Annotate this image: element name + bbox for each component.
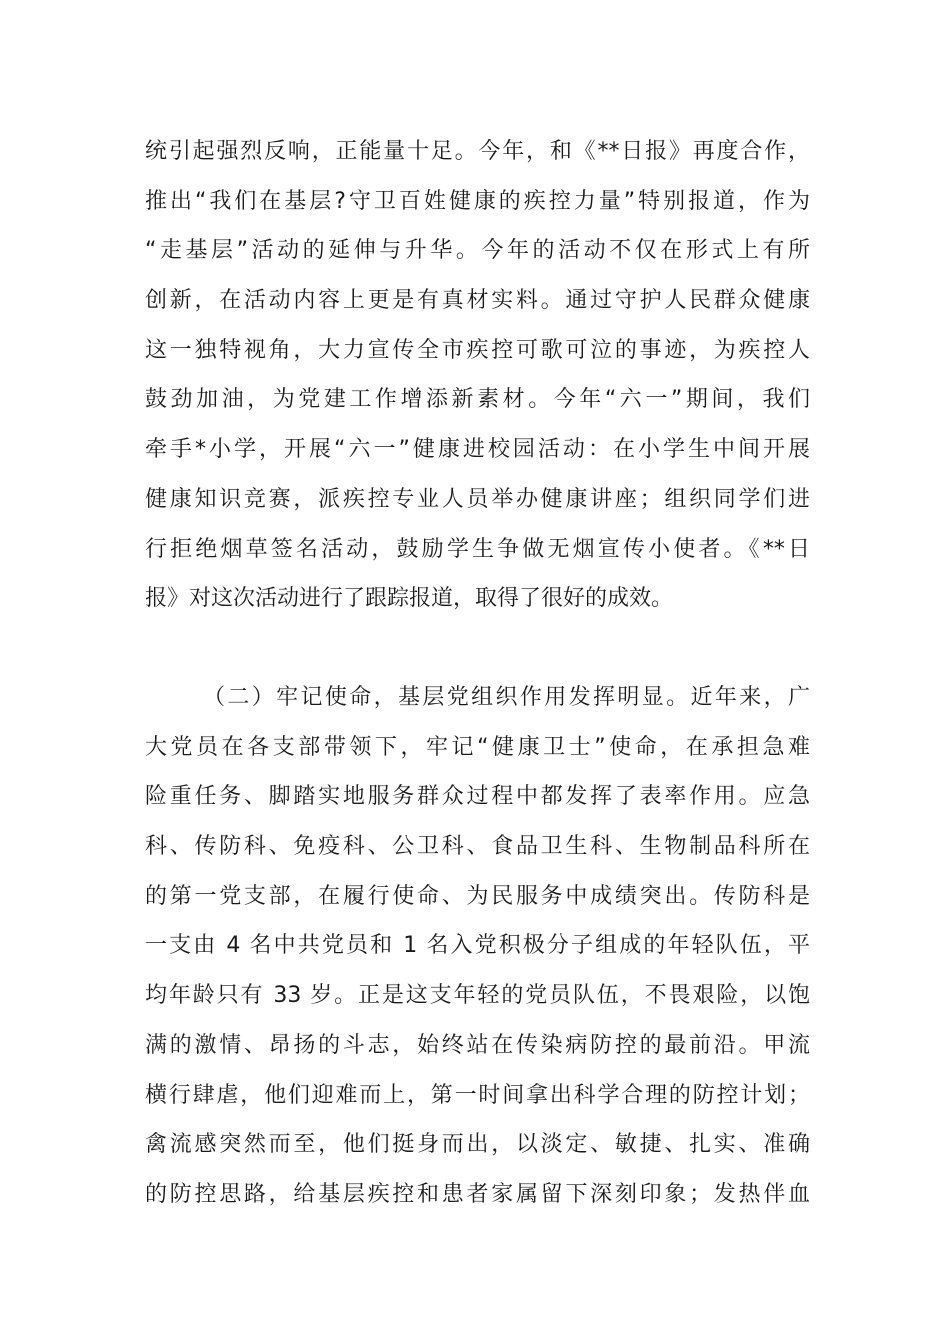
text-line: 鼓劲加油，为党建工作增添新素材。今年“六一”期间，我们	[145, 387, 810, 413]
paragraph-party-mission	[145, 673, 810, 1220]
section-heading-line: （二）牢记使命，基层党组织作用发挥明显。近年来，广	[203, 685, 810, 710]
text-line: 一支由 4 名中共党员和 1 名入党积极分子组成的年轻队伍，平	[145, 933, 810, 959]
text-line: 统引起强烈反响，正能量十足。今年，和《**日报》再度合作，	[145, 139, 810, 164]
text-line: “走基层”活动的延伸与升华。今年的活动不仅在形式上有所	[145, 238, 810, 264]
text-line: 的第一党支部，在履行使命、为民服务中成绩突出。传防科是	[145, 883, 810, 909]
text-line: 险重任务、脚踏实地服务群众过程中都发挥了表率作用。应急	[145, 784, 810, 810]
text-line: 健康知识竞赛，派疾控专业人员举办健康讲座；组织同学们进	[145, 486, 810, 512]
text-line: 满的激情、昂扬的斗志，始终站在传染病防控的最前沿。甲流	[145, 1032, 810, 1058]
text-line: 科、传防科、免疫科、公卫科、食品卫生科、生物制品科所在	[145, 834, 810, 860]
text-line: 行拒绝烟草签名活动，鼓励学生争做无烟宣传小使者。《**日	[145, 536, 810, 562]
text-line: 均年龄只有 33 岁。正是这支年轻的党员队伍，不畏艰险，以饱	[145, 983, 810, 1009]
text-line: 报》对这次活动进行了跟踪报道，取得了很好的成效。	[145, 586, 674, 612]
text-line: 大党员在各支部带领下，牢记“健康卫士”使命，在承担急难	[145, 734, 810, 760]
text-line: 牵手*小学，开展“六一”健康进校园活动：在小学生中间开展	[145, 437, 810, 463]
text-line: 这一独特视角，大力宣传全市疾控可歌可泣的事迹，为疾控人	[145, 337, 810, 363]
text-line: 创新，在活动内容上更是有真材实料。通过守护人民群众健康	[145, 288, 810, 314]
paragraph-health-campaign	[145, 127, 810, 624]
text-line: 禽流感突然而至，他们挺身而出，以淡定、敏捷、扎实、准确	[145, 1132, 810, 1158]
text-line: 推出“我们在基层?守卫百姓健康的疾控力量”特别报道，作为	[145, 188, 810, 214]
text-line: 的防控思路，给基层疾控和患者家属留下深刻印象；发热伴血	[145, 1181, 810, 1207]
text-line: 横行肆虐，他们迎难而上，第一时间拿出科学合理的防控计划；	[145, 1082, 810, 1108]
